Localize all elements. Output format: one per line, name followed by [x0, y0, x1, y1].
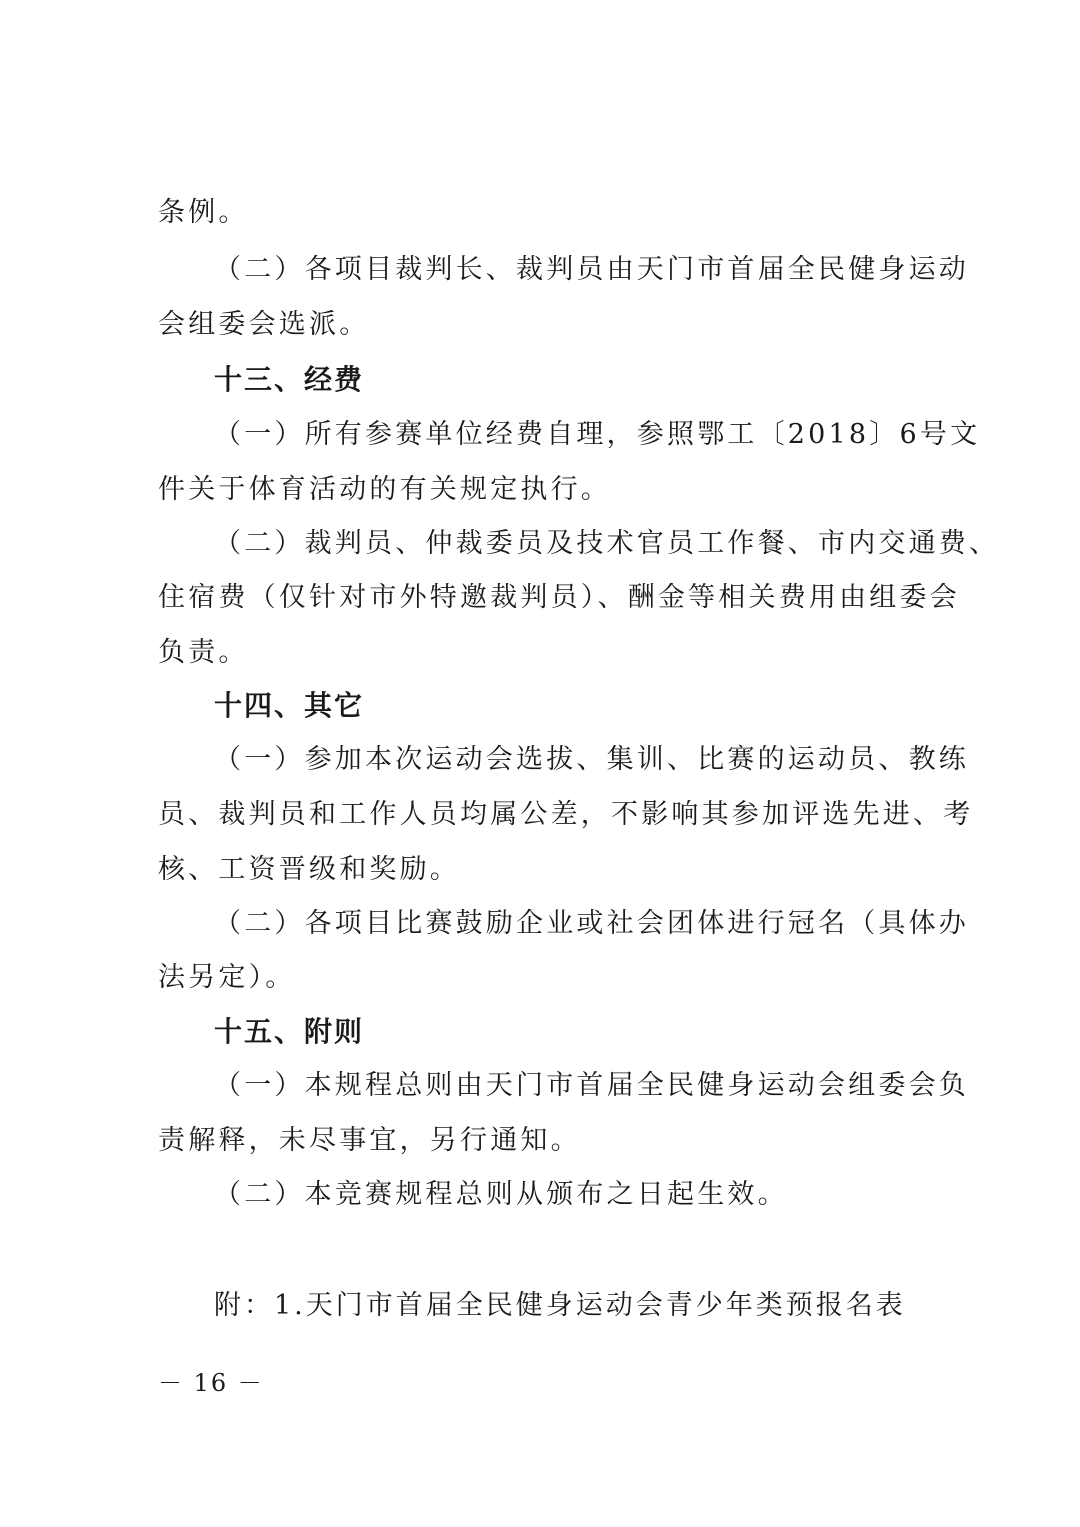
section-heading-15: 十五、附则	[214, 1015, 365, 1048]
paragraph-line: （一）参加本次运动会选拔、集训、比赛的运动员、教练	[214, 744, 969, 775]
paragraph-line: 住宿费（仅针对市外特邀裁判员）、酬金等相关费用由组委会	[158, 582, 960, 613]
attachment-note: 附：1.天门市首届全民健身运动会青少年类预报名表	[214, 1290, 906, 1321]
paragraph-line: 法另定）。	[158, 962, 296, 993]
paragraph-line: 条例。	[158, 197, 249, 228]
paragraph-line: （一）本规程总则由天门市首届全民健身运动会组委会负	[214, 1070, 969, 1101]
paragraph-line: 责解释，未尽事宜，另行通知。	[158, 1125, 581, 1156]
page-number: － 16 －	[158, 1369, 264, 1397]
paragraph-line: （二）各项目比赛鼓励企业或社会团体进行冠名（具体办	[214, 908, 969, 939]
paragraph-line: 核、工资晋级和奖励。	[158, 854, 460, 885]
section-heading-14: 十四、其它	[214, 689, 365, 722]
paragraph-line: （一）所有参赛单位经费自理，参照鄂工〔2018〕6号文	[214, 419, 981, 450]
paragraph-line: （二）本竞赛规程总则从颁布之日起生效。	[214, 1179, 788, 1210]
paragraph-line: （二）裁判员、仲裁委员及技术官员工作餐、市内交通费、	[214, 528, 1000, 559]
section-heading-13: 十三、经费	[214, 363, 365, 396]
paragraph-line: 件关于体育活动的有关规定执行。	[158, 474, 611, 505]
paragraph-line: 负责。	[158, 637, 249, 668]
paragraph-line: 员、裁判员和工作人员均属公差，不影响其参加评选先进、考	[158, 799, 974, 830]
paragraph-line: （二）各项目裁判长、裁判员由天门市首届全民健身运动	[214, 254, 969, 285]
paragraph-line: 会组委会选派。	[158, 309, 370, 340]
